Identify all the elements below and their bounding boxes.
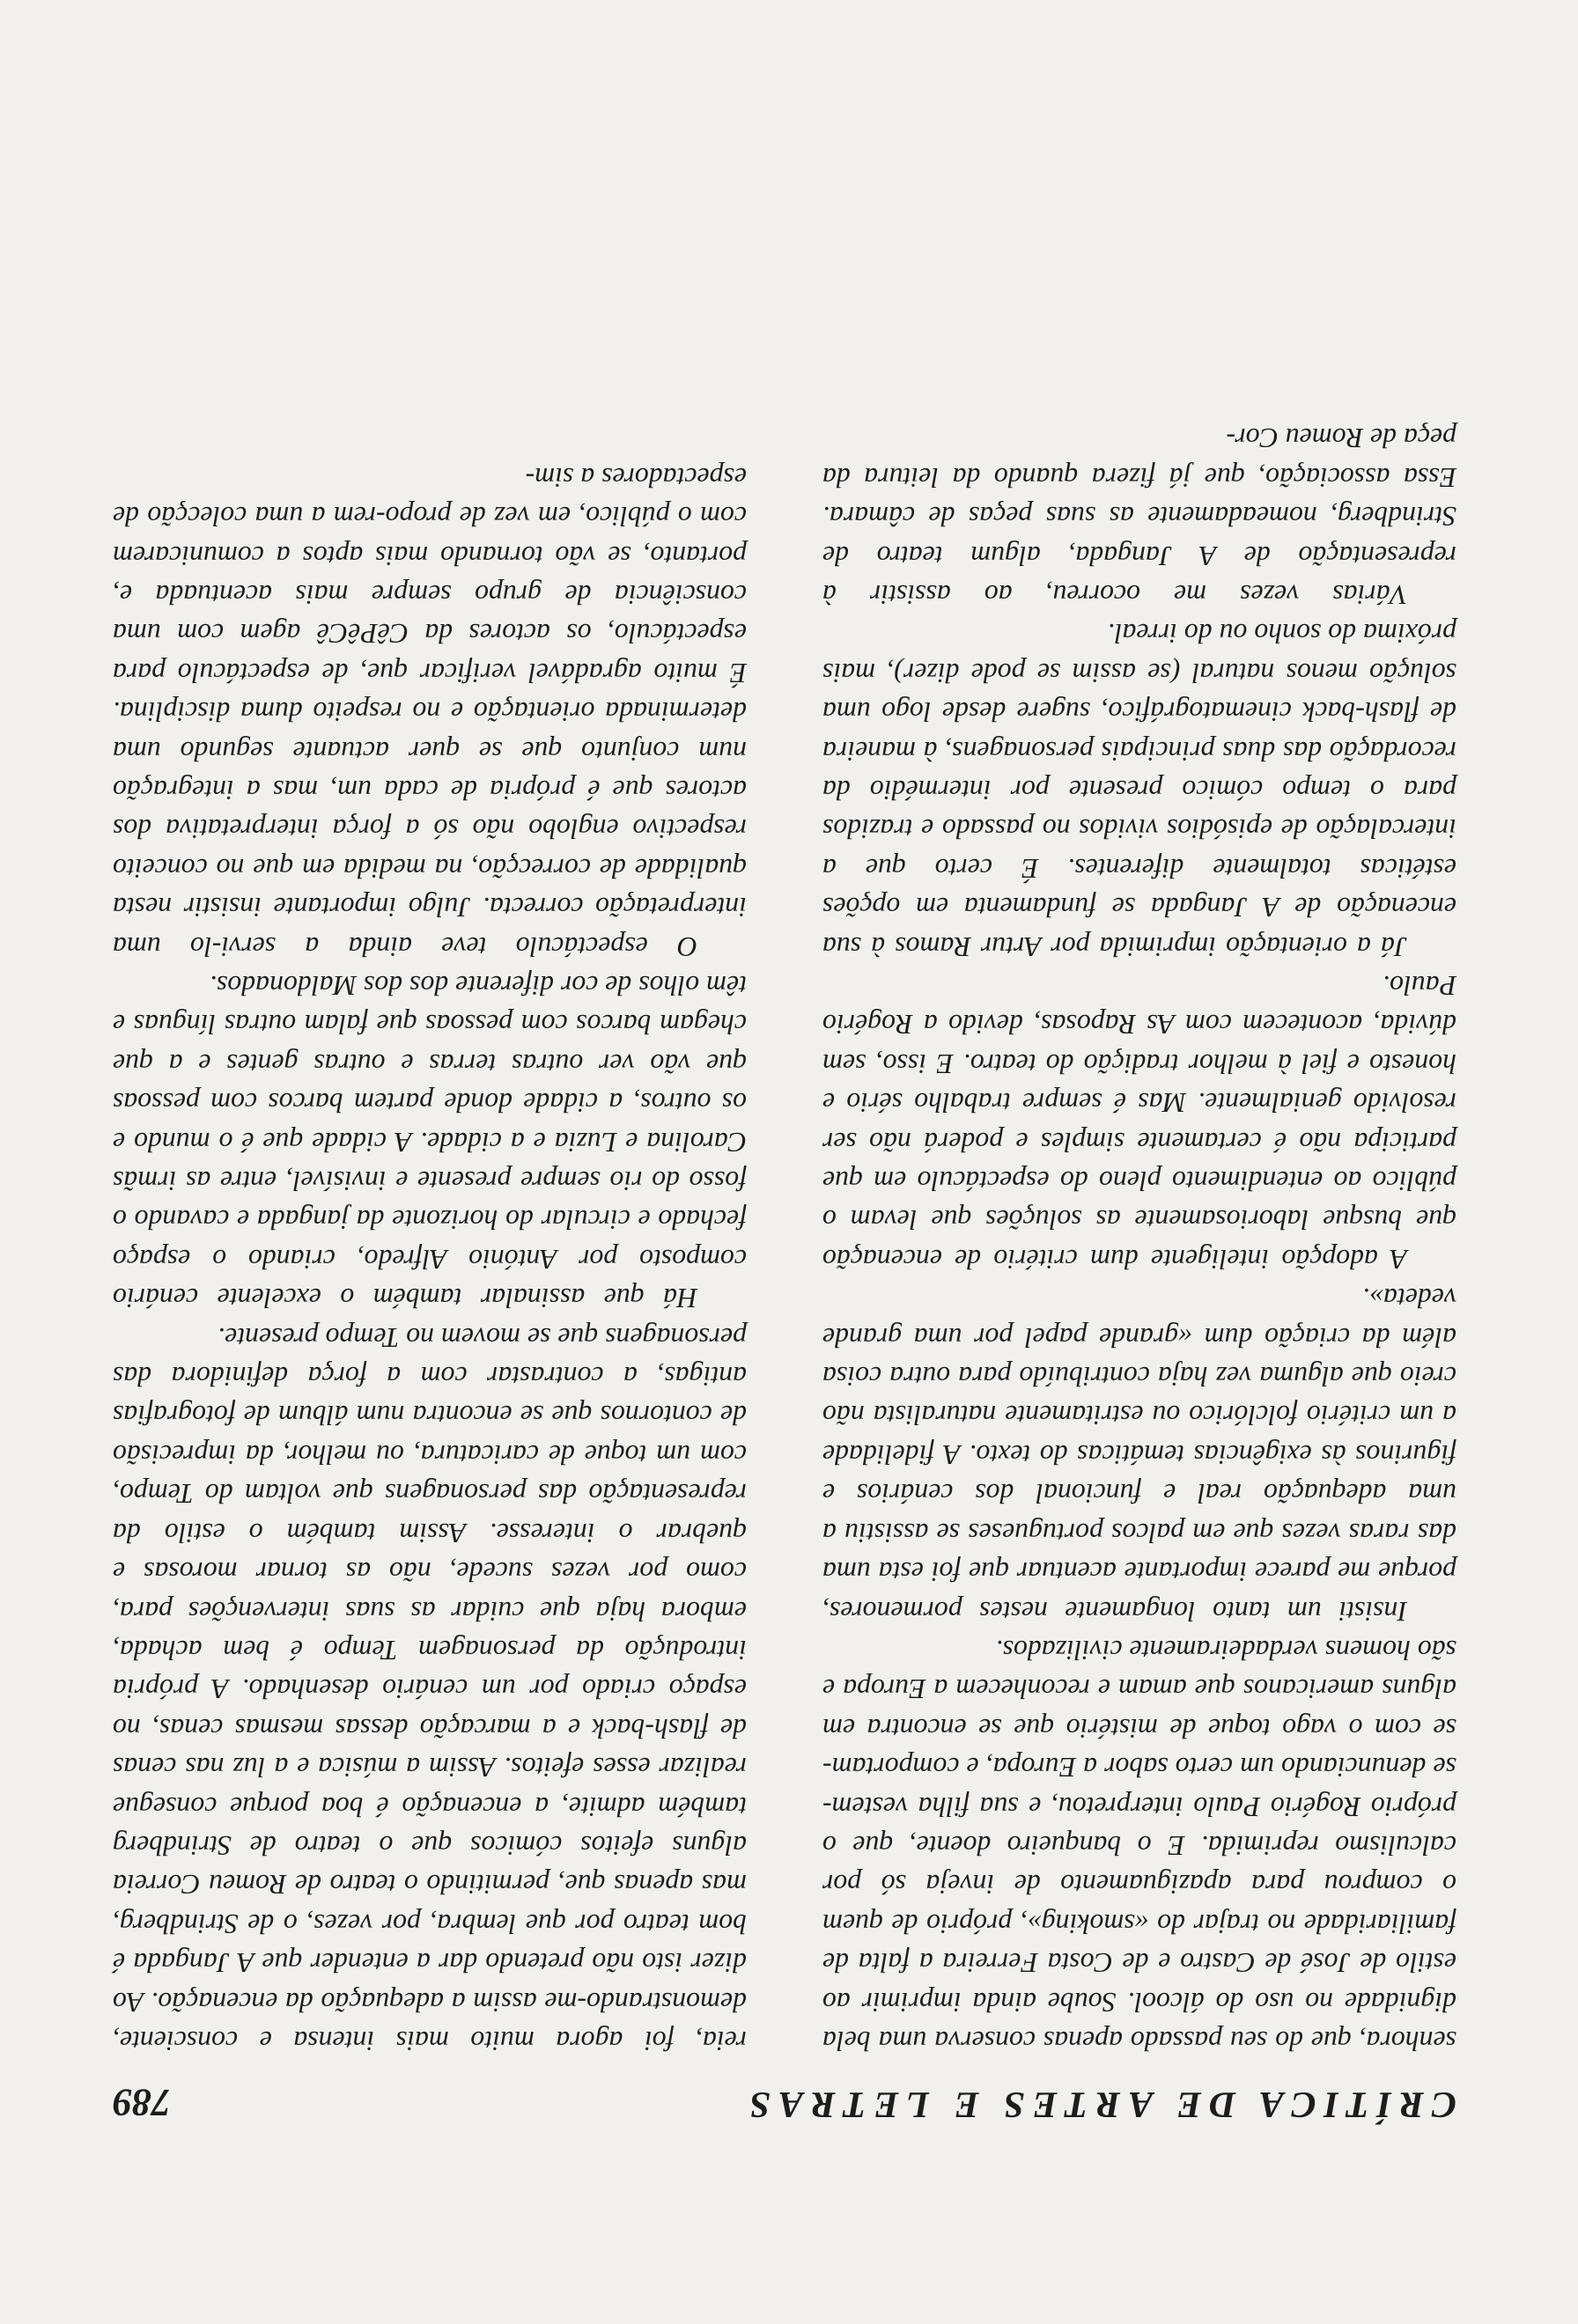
paragraph: O espectáculo teve ainda a servi-lo uma interpretação correcta. Julgo importante insistir nesta qualidade de correcção, na medida em que no conceito respectivo englobo não só a força interpretativa dos actores que é própria de cada um, mas a integração num conjunto que se quer actuante segundo uma determinada orientação e no respeito duma disciplina. É muito agradável verificar que, de espectáculo para espectáculo, os actores da CêPêCê agem com uma consciência de grupo sempre mais acentuada e, portanto, se vão tornando mais aptos a comunicarem com o público, em vez de propo-rem a uma colecção de espectadores a sim- bbox=[113, 461, 747, 962]
text-column-left bbox=[822, 418, 1456, 2060]
page-number: 789 bbox=[113, 2081, 171, 2124]
paragraph: Já a orientação imprimida por Artur Ramos à sua encenação de A Jangada se fundamenta em opções estéticas totalmente diferentes. É certo que a intercalação de episódios vividos no passado e trazidos para o tempo cómico presente por intermédio da recordação das duas principais personagens, à maneira de flash-back cinematográfico, sugere desde logo uma solução menos natural (se assim se pode dizer), mais próxima do sonho ou do irreal. bbox=[822, 618, 1456, 962]
paragraph: Várias vezes me ocorreu, ao assistir à representação de A Jangada, algum teatro de Strindberg, nomeadamente as suas peças de câmara. Essa associação, que já fizera quando da leitura da peça de Romeu Cor- bbox=[822, 423, 1456, 610]
paragraph: senhora, que do seu passado apenas conserva uma bela dignidade no uso do álcool. Soube ainda imprimir ao estilo de José de Castro e de Costa Ferreira a falta de familiaridade no trajar do «smoking», próprio de quem o comprou para apaziguamento de inveja só por calculismo reprimida. E o banqueiro doente, que o próprio Rogério Paulo interpretou, e sua filha vestem-se denunciando um certo sabor a Europa, e comportam-se com o vago toque de mistério que se encontra em alguns americanos que amam e reconhecem a Europa e são homens verdadeiramente civilizados. bbox=[822, 1634, 1456, 2056]
running-head bbox=[113, 2072, 1456, 2125]
paragraph: Há que assinalar também o excelente cenário composto por António Alfredo, criando o espaço fechado e circular do horizonte da jangada e cavando o fosso do rio sempre presente e invisível, entre as irmãs Carolina e Luzia e a cidade. A cidade que é o mundo e os outros, a cidade donde partem barcos com pessoas que vão ver outras terras e outras gentes e a que chegam barcos com pessoas que falam outras línguas e têm olhos de cor diferente dos dos Maldonados. bbox=[113, 970, 747, 1314]
paragraph: A adopção inteligente dum critério de encenação que busque laboriosamente as soluções que levam o público ao entendimento pleno do espectáculo em que participa não é certamente simples e poderá não ser resolvido genialmente. Mas é sempre trabalho sério e honesto e fiel à melhor tradição do teatro. E isso, sem dúvida, acontecem com As Raposas, devido a Rogério Paulo. bbox=[822, 970, 1456, 1275]
paragraph: Insisti um tanto longamente nestes pormenores, porque me parece importante acentuar que foi esta uma das raras vezes que em palcos portugueses se assistiu a uma adequação real e funcional dos cenários e figurinos às exigências temáticas do texto. A fidelidade a um critério folclórico ou estritamente naturalista não creio que alguma vez haja contribuído para outra coisa além da criação dum «grande papel por uma grande vedeta». bbox=[822, 1283, 1456, 1627]
text-column-right bbox=[113, 457, 747, 2060]
running-title: CRÍTICA DE ARTES E LETRAS bbox=[741, 2084, 1456, 2124]
paragraph: reia, foi agora muito mais intensa e consciente, demonstrando-me assim a adequação da encenação. Ao dizer isto não pretendo dar a entender que A Jangada é bom teatro por que lembra, por vezes, o de Strindberg, mas apenas que, permitindo o teatro de Romeu Correia alguns efeitos cómicos que o teatro de Strindberg também admite, a encenação é boa porque consegue realizar esses efeitos. Assim a música e a luz nas cenas de flash-back e a marcação dessas mesmas cenas, no espaço criado por um cenário desenhado. A própria introdução da personagem Tempo é bem achada, embora haja que cuidar as suas intervenções para, como por vezes sucede, não as tornar morosas e quebrar o interesse. Assim também o estilo da representação das personagens que voltam do Tempo, com um toque de caricatura, ou melhor, da imprecisão de contornos que se encontra num álbum de fotografias antigas, a contrastar com a força definidora das personagens que se movem no Tempo presente. bbox=[113, 1321, 747, 2056]
